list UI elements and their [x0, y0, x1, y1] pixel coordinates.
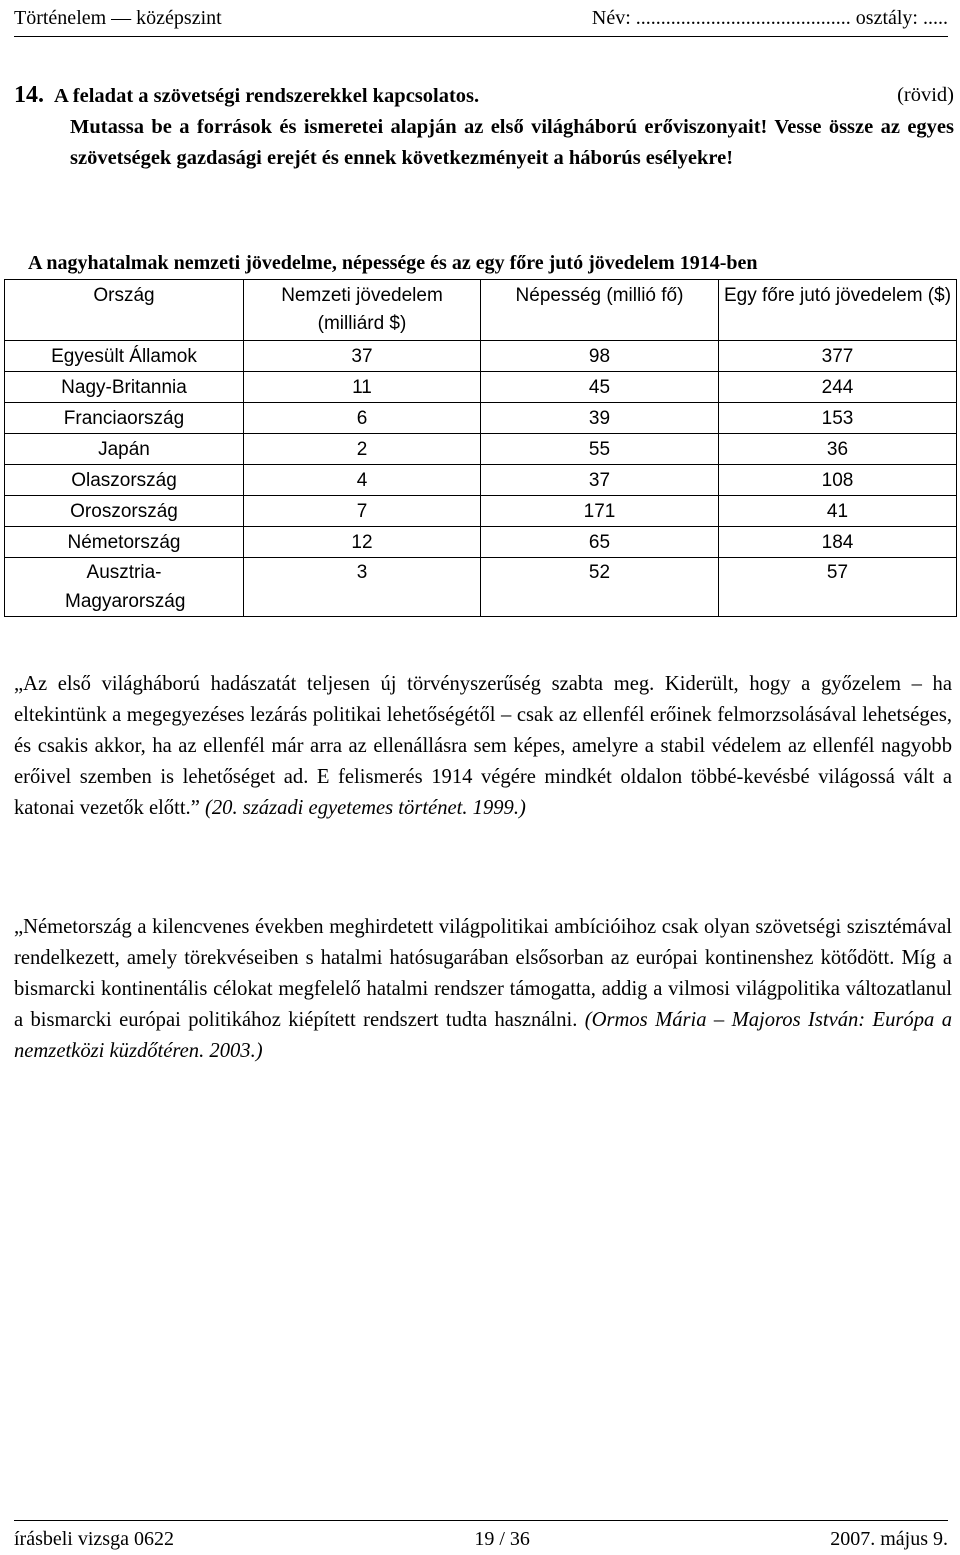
per-capita-cell: 184 [719, 527, 957, 558]
footer-page-number: 19 / 36 [474, 1527, 530, 1550]
task-intro: A feladat a szövetségi rendszerekkel kapcsolatos. [54, 85, 480, 107]
population-cell: 45 [481, 372, 719, 403]
income-cell: 11 [244, 372, 481, 403]
income-cell: 2 [244, 434, 481, 465]
income-table [4, 279, 957, 617]
task-type: (rövid) [897, 84, 954, 106]
per-capita-cell: 36 [719, 434, 957, 465]
quote-source: (20. századi egyetemes történet. 1999.) [205, 797, 526, 819]
country-cell: Japán [5, 434, 244, 465]
table-row [5, 434, 957, 465]
source-quote-2 [14, 912, 952, 1067]
quote-text: „Az első világháború hadászatát teljesen új törvényszerűség szabta meg. Kiderült, hogy a győzelem – ha eltekintünk a megegyezéses lezárás politikai lehetőségétől – csak az ellenfél erőinek felmorzsolásával lehetséges, és csakis akkor, ha az ellenfél már arra az ellenállásra sem képes, amelyre a stabil védelem az ellenfél nagyobb erőivel szemben is lehetőséget ad. E felismerés 1914 végére mindkét oldalon többé-kevésbé világossá vált a katonai vezetők előtt.” [14, 673, 952, 819]
country-cell: Olaszország [5, 465, 244, 496]
country-cell: Oroszország [5, 496, 244, 527]
population-cell: 98 [481, 341, 719, 372]
table-row [5, 496, 957, 527]
table-title: A nagyhatalmak nemzeti jövedelme, népessége és az egy főre jutó jövedelem 1914-ben [28, 252, 758, 274]
page-footer [14, 1524, 948, 1554]
per-capita-cell: 108 [719, 465, 957, 496]
population-cell: 171 [481, 496, 719, 527]
population-cell: 52 [481, 558, 719, 617]
country-cell: Ausztria-Magyarország [5, 558, 244, 617]
per-capita-cell: 244 [719, 372, 957, 403]
task-number: 14. [14, 82, 44, 108]
table-row [5, 341, 957, 372]
table-row [5, 558, 957, 617]
income-cell: 37 [244, 341, 481, 372]
header-name-field: Név: ........................................... osztály: ..... [591, 6, 948, 29]
country-cell: Egyesült Államok [5, 341, 244, 372]
quote-source: (Ormos Mária – Majoros István: Európa a nemzetközi küzdőtéren. 2003.) [14, 1009, 952, 1062]
population-cell: 55 [481, 434, 719, 465]
column-header: Ország [5, 280, 244, 341]
income-cell: 7 [244, 496, 481, 527]
income-cell: 6 [244, 403, 481, 434]
income-cell: 12 [244, 527, 481, 558]
income-cell: 4 [244, 465, 481, 496]
income-cell: 3 [244, 558, 481, 617]
population-cell: 39 [481, 403, 719, 434]
country-cell: Nagy-Britannia [5, 372, 244, 403]
country-cell: Németország [5, 527, 244, 558]
task-block [14, 80, 954, 174]
per-capita-cell: 41 [719, 496, 957, 527]
header-divider [14, 36, 948, 37]
page-header [14, 0, 948, 36]
table-row [5, 403, 957, 434]
table-row [5, 465, 957, 496]
population-cell: 37 [481, 465, 719, 496]
column-header: Népesség (millió fő) [481, 280, 719, 341]
task-instructions: Mutassa be a források és ismeretei alapján az első világháború erőviszonyait! Vesse össze az egyes szövetségek gazdasági erejét és ennek következményeit a háborús esélyekre! [70, 116, 954, 169]
quote-text: „Németország a kilencvenes években meghirdetett világpolitikai ambícióihoz csak olyan szövetségi szisztémával rendelkezett, amely törekvéseiben s hatalmi hatósugarában elsősorban az európai kontinenshez kötődött. Míg a bismarcki kontinentális célokat megfelelő hatalmi rendszer támogatta, addig a vilmosi világpolitika változatlanul a bismarcki európai politikához kiépített rendszert tudta használni. [14, 916, 952, 1031]
footer-divider [14, 1520, 948, 1521]
column-header: Nemzeti jövedelem (milliárd $) [244, 280, 481, 341]
column-header: Egy főre jutó jövedelem ($) [719, 280, 957, 341]
header-subject: Történelem — középszint [14, 6, 222, 29]
footer-exam: írásbeli vizsga 0622 [14, 1527, 174, 1550]
population-cell: 65 [481, 527, 719, 558]
per-capita-cell: 153 [719, 403, 957, 434]
source-quote-1 [14, 669, 952, 824]
table-header-row [5, 280, 957, 341]
country-cell: Franciaország [5, 403, 244, 434]
per-capita-cell: 57 [719, 558, 957, 617]
footer-date: 2007. május 9. [830, 1527, 948, 1550]
table-row [5, 527, 957, 558]
per-capita-cell: 377 [719, 341, 957, 372]
table-row [5, 372, 957, 403]
